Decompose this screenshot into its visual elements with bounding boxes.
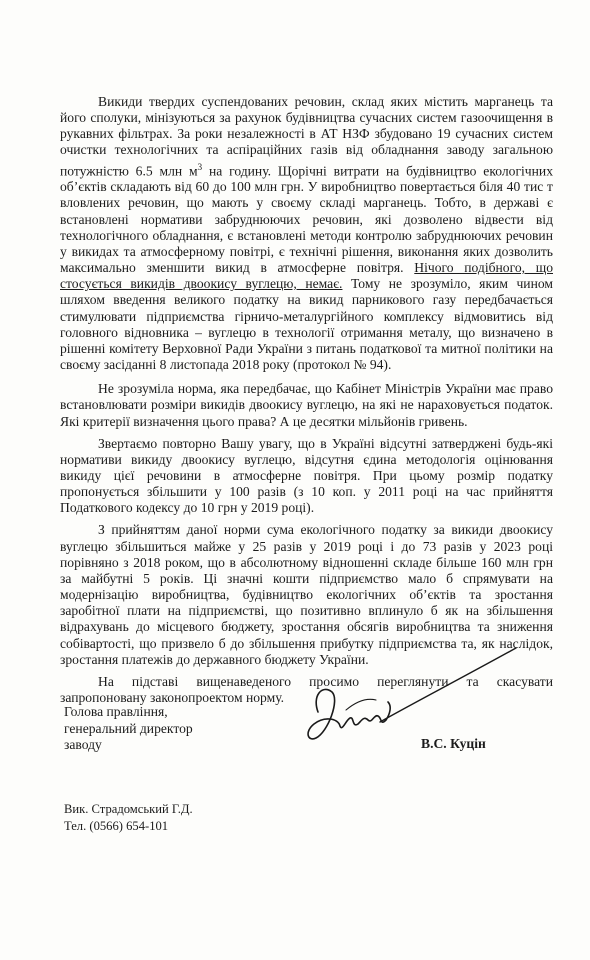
paragraph-1 xyxy=(60,94,553,373)
cubic-superscript: 3 xyxy=(197,161,203,172)
underlined-statement: Нічого подібного, що стосується викидів двоокису вуглецю, немає. xyxy=(60,260,553,292)
executor-phone: Тел. (0566) 654-101 xyxy=(64,818,169,833)
executor-name: Вик. Страдомський Г.Д. xyxy=(64,802,193,816)
position-line-1: Голова правління, xyxy=(64,704,168,719)
paragraph-1-part-b: на годину. Щорічні витрати на будівництво екологічних об’єктів складають від 60 до 100 млн грн. У виробництво повертається біля 40 тис т вловлених речовин, що мають у своєму складі марганець. Тобто, в державі є встановлені нормативи забруднюючих речовин, які дозволено відвести від технологічного обладнання, є встановлені методи контролю забруднюючих речовин у викидах та атмосферному повітрі, є технічні рішення, виконання яких дозволить максимально зменшити викид в атмосферне повітря. xyxy=(60,163,553,276)
contact-block xyxy=(64,801,193,834)
paragraph-5: На підставі вищенаведеного просимо переглянути та скасувати запропоновану законопроектом норму. xyxy=(60,673,553,705)
paragraph-1-part-c: Тому не зрозуміло, яким чином шляхом введення великого податку на викид парникового газу передбачається стимулювати підприємства гірничо-металургійного комплексу відмовитись від головного відновника – вуглецю в технології отримання металу, що визначено в рішенні комітету Верховної Ради України з питань податкової та митної політики на своєму засіданні 8 листопада 2018 року (протокол № 94). xyxy=(60,276,553,373)
handwritten-signature xyxy=(288,640,528,750)
paragraph-1-part-a: Викиди твердих суспендованих речовин, склад яких містить марганець та його сполуки, мінізуються за рахунок будівництва сучасних систем газоочищення в рукавних фільтрах. За роки незалежності в АТ НЗФ збудовано 19 сучасних систем очистки технологічних та аспіраційних газів від обладнання заводу загальною потужністю 6.5 млн м xyxy=(60,94,553,179)
position-line-3: заводу xyxy=(64,737,102,752)
letter-body xyxy=(60,94,553,714)
signer-name: В.С. Куцін xyxy=(421,736,486,751)
paragraph-3: Звертаємо повторно Вашу увагу, що в Україні відсутні затверджені будь-які нормативи викиду двоокису вуглецю, відсутня єдина методологія оцінювання викиду цієї речовини в атмосферне повітря. При цьому розмір податку пропонується збільшити у 100 разів (з 10 коп. у 2011 році на час прийняття Податкового кодексу до 10 грн у 2019 році). xyxy=(60,435,553,516)
paragraph-2: Не зрозуміла норма, яка передбачає, що Кабінет Міністрів України має право встановлювати розміри викидів двоокису вуглецю, на які не нараховується податок. Які критерії визначення цього права? А це десятки мільйонів гривень. xyxy=(60,381,553,429)
signatory-position xyxy=(64,704,193,754)
position-line-2: генеральний директор xyxy=(64,720,193,736)
paragraph-4: З прийняттям даної норми сума екологічного податку за викиди двоокису вуглецю збільшиться майже у 25 разів у 2019 році і до 73 разів у 2023 році порівняно з 2018 роком, що в абсолютному відношенні складе більше 160 млн грн за майбутні 5 років. Ці значні кошти підприємство мало б спрямувати на модернізацію виробництва, будівництво екологічних об’єктів та зростання заробітної плати на підприємстві, що позитивно вплинуло б як на збільшення відрахувань до місцевого бюджету, зростання обсягів виробництва та зниження собівартості, що призвело б до збільшення прибутку підприємства та, як наслідок, зростання платежів до державного бюджету України. xyxy=(60,522,553,667)
